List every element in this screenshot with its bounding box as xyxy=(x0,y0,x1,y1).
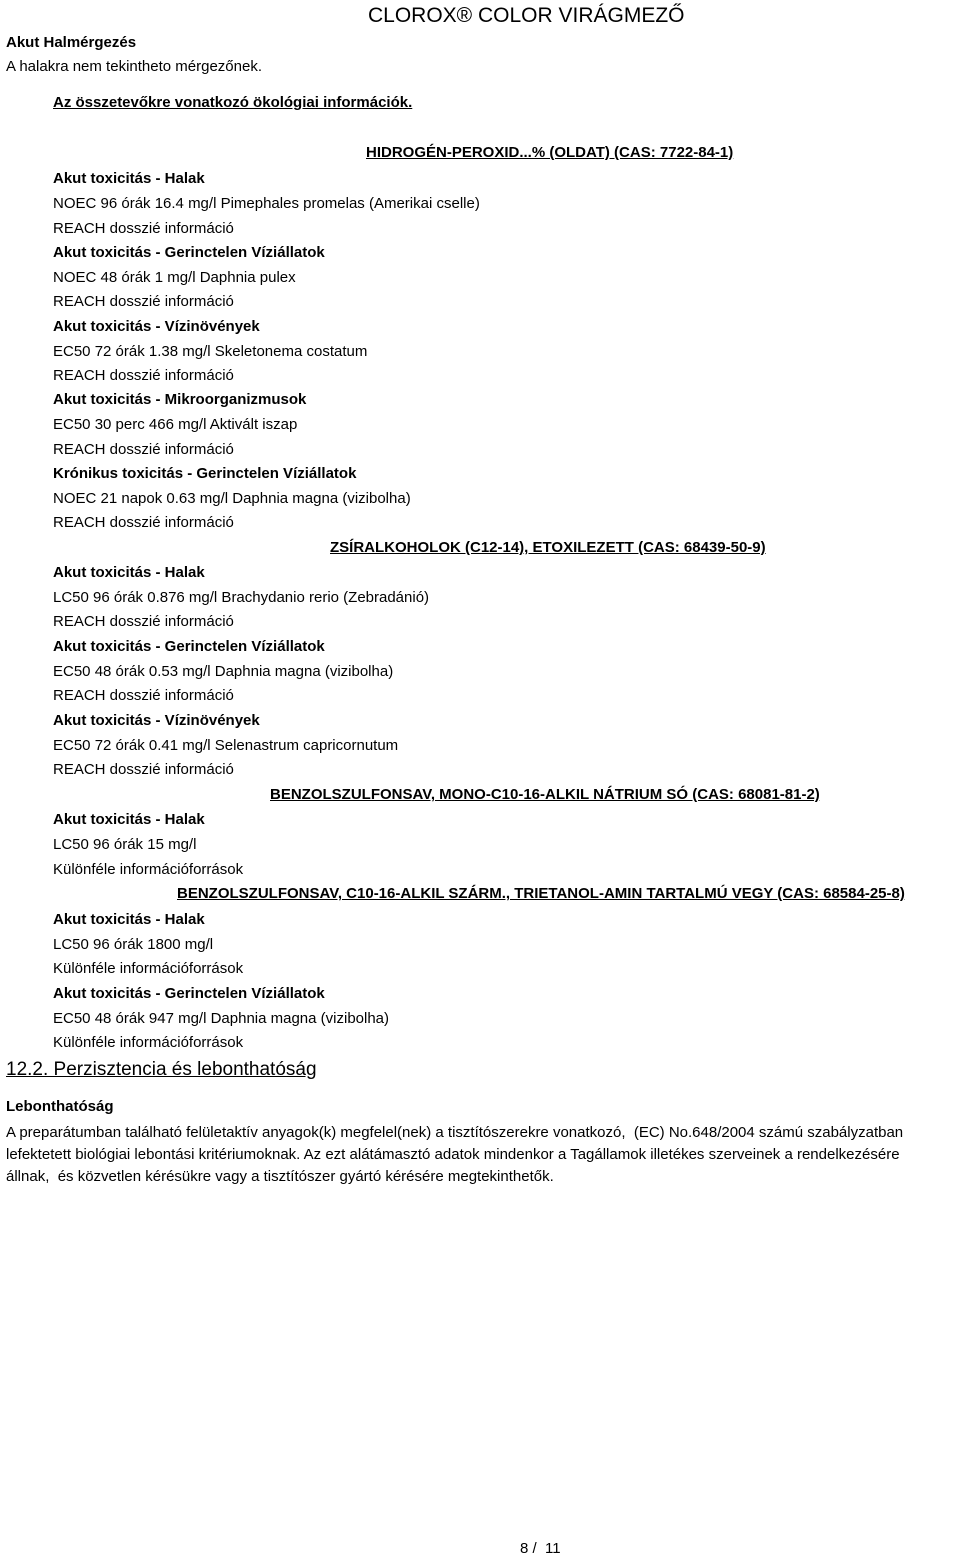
component-line: Akut toxicitás - Gerinctelen Víziállatok xyxy=(53,985,325,1002)
components-info-link[interactable]: Az összetevőkre vonatkozó ökológiai információk. xyxy=(53,94,413,111)
component-line: Akut toxicitás - Halak xyxy=(53,170,205,187)
component-line: LC50 96 órák 15 mg/l xyxy=(53,836,197,853)
component-line: EC50 30 perc 466 mg/l Aktivált iszap xyxy=(53,416,298,433)
component-line: EC50 72 órák 0.41 mg/l Selenastrum capricornutum xyxy=(53,737,399,754)
component-line: REACH dosszié információ xyxy=(53,441,234,458)
component-line: NOEC 96 órák 16.4 mg/l Pimephales promelas (Amerikai cselle) xyxy=(53,195,480,212)
paragraph-line: lefektetett biológiai lebontási kritériumoknak. Az ezt alátámasztó adatok mindenkor a Tagállamok illetékes szerveinek a rendelkezésére xyxy=(6,1146,900,1163)
component-line: Akut toxicitás - Vízinövények xyxy=(53,318,260,335)
component-line: EC50 72 órák 1.38 mg/l Skeletonema costatum xyxy=(53,343,368,360)
component-line: LC50 96 órák 0.876 mg/l Brachydanio rerio (Zebradánió) xyxy=(53,589,430,606)
component-line: Akut toxicitás - Halak xyxy=(53,911,205,928)
paragraph-line: állnak, és közvetlen kérésükre vagy a tisztítószer gyártó kérésére megtekinthetők. xyxy=(6,1168,554,1185)
component-name: BENZOLSZULFONSAV, C10-16-ALKIL SZÁRM., TRIETANOL-AMIN TARTALMÚ VEGY (CAS: 68584-25-8) xyxy=(177,885,905,902)
component-line: Krónikus toxicitás - Gerinctelen Víziállatok xyxy=(53,465,357,482)
component-line: Különféle információforrások xyxy=(53,960,244,977)
page-number: 8 / 11 xyxy=(520,1540,561,1557)
component-name: HIDROGÉN-PEROXID...% (OLDAT) (CAS: 7722-84-1) xyxy=(366,144,734,161)
component-line: Különféle információforrások xyxy=(53,1034,244,1051)
component-name: BENZOLSZULFONSAV, MONO-C10-16-ALKIL NÁTRIUM SÓ (CAS: 68081-81-2) xyxy=(270,786,820,803)
component-line: REACH dosszié információ xyxy=(53,293,234,310)
component-line: LC50 96 órák 1800 mg/l xyxy=(53,936,214,953)
component-line: REACH dosszié információ xyxy=(53,687,234,704)
component-line: EC50 48 órák 0.53 mg/l Daphnia magna (vizibolha) xyxy=(53,663,394,680)
acute-fish-toxicity-text: A halakra nem tekintheto mérgezőnek. xyxy=(6,58,262,75)
component-line: Akut toxicitás - Halak xyxy=(53,564,205,581)
component-line: Akut toxicitás - Halak xyxy=(53,811,205,828)
component-line: NOEC 21 napok 0.63 mg/l Daphnia magna (vizibolha) xyxy=(53,490,411,507)
component-line: Akut toxicitás - Vízinövények xyxy=(53,712,260,729)
component-line: REACH dosszié információ xyxy=(53,220,234,237)
component-name: ZSÍRALKOHOLOK (C12-14), ETOXILEZETT (CAS: 68439-50-9) xyxy=(330,539,766,556)
component-line: Különféle információforrások xyxy=(53,861,244,878)
paragraph-line: A preparátumban található felületaktív anyagok(k) megfelel(nek) a tisztítószerekre vonatkozó, (EC) No.648/2004 számú szabályzatban xyxy=(6,1124,904,1141)
component-line: REACH dosszié információ xyxy=(53,613,234,630)
component-line: REACH dosszié információ xyxy=(53,761,234,778)
component-line: EC50 48 órák 947 mg/l Daphnia magna (vizibolha) xyxy=(53,1010,390,1027)
component-line: Akut toxicitás - Gerinctelen Víziállatok xyxy=(53,638,325,655)
component-line: REACH dosszié információ xyxy=(53,514,234,531)
product-title: CLOROX® COLOR VIRÁGMEZŐ xyxy=(368,4,685,27)
component-line: NOEC 48 órák 1 mg/l Daphnia pulex xyxy=(53,269,296,286)
acute-fish-toxicity-heading: Akut Halmérgezés xyxy=(6,34,137,51)
biodegradability-heading: Lebonthatóság xyxy=(6,1098,114,1115)
component-line: REACH dosszié információ xyxy=(53,367,234,384)
component-line: Akut toxicitás - Gerinctelen Víziállatok xyxy=(53,244,325,261)
biodegradability-paragraph xyxy=(6,1122,956,1188)
component-line: Akut toxicitás - Mikroorganizmusok xyxy=(53,391,307,408)
section-title: 12.2. Perzisztencia és lebonthatóság xyxy=(6,1059,317,1080)
